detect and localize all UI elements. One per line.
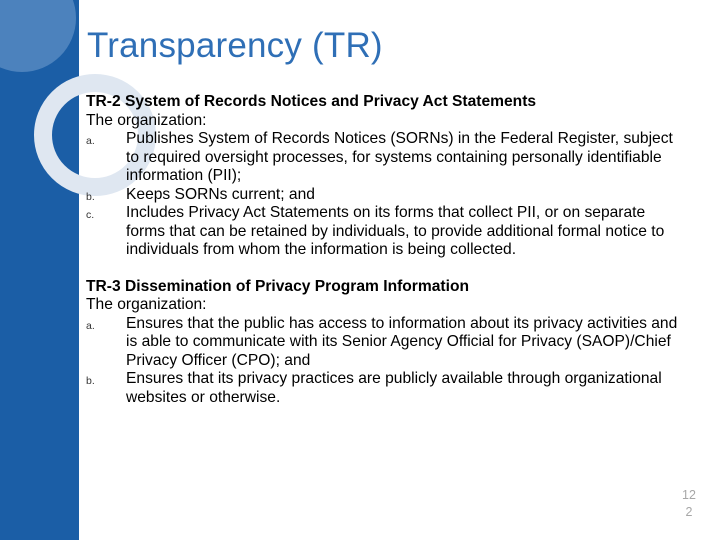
section-tr3 <box>86 278 686 408</box>
list-item <box>86 130 686 186</box>
list-marker: b. <box>86 375 95 387</box>
list-item-text: Publishes System of Records Notices (SORNs) in the Federal Register, subject to required oversight processes, for systems containing personally identifiable information (PII); <box>126 130 673 184</box>
list-item-text: Ensures that its privacy practices are publicly available through organizational websites or otherwise. <box>126 370 662 406</box>
section-tr2 <box>86 93 686 260</box>
list-marker: b. <box>86 190 95 203</box>
slide-title: Transparency (TR) <box>87 26 383 65</box>
section-heading: TR-2 System of Records Notices and Privacy Act Statements <box>86 93 537 110</box>
list-item-text: Includes Privacy Act Statements on its forms that collect PII, or on separate forms that can be retained by individuals, to provide additional formal notice to individuals from whom the information is being collected. <box>126 204 665 258</box>
page-number-line-1: 12 <box>682 488 696 502</box>
list-item-text: Keeps SORNs current; and <box>126 185 315 203</box>
list-item <box>86 186 686 205</box>
list-marker: c. <box>86 209 95 221</box>
section-intro: The organization: <box>86 296 207 313</box>
page-number <box>678 487 700 521</box>
list-item-text: Ensures that the public has access to information about its privacy activities and is able to communicate with its Senior Agency Official for Privacy (SAOP)/Chief Privacy Officer (CPO); and <box>126 314 678 369</box>
slide-sidebar <box>0 0 79 540</box>
list-marker: a. <box>86 319 95 332</box>
list-item <box>86 315 686 371</box>
list-item <box>86 204 686 260</box>
section-intro: The organization: <box>86 111 207 129</box>
list-marker: a. <box>86 135 95 147</box>
list-item <box>86 370 686 407</box>
slide-body <box>86 93 686 407</box>
section-heading: TR-3 Dissemination of Privacy Program Information <box>86 277 469 295</box>
page-number-line-2: 2 <box>685 505 693 519</box>
